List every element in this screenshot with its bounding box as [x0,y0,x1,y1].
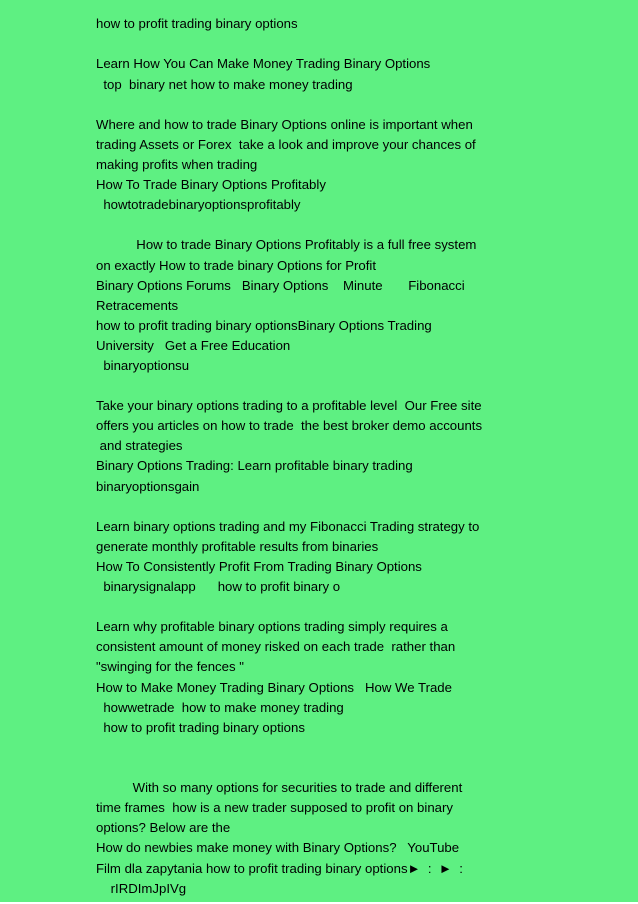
text-line-43: Film dla zapytania how to profit trading binary options► : ► : [96,861,463,876]
text-line-33: "swinging for the fences " [96,659,244,674]
text-line-15: Retracements [96,298,179,313]
text-line-4: top binary net how to make money trading [96,77,353,92]
text-line-22: and strategies [96,438,183,453]
text-line-10: howtotradebinaryoptionsprofitably [96,197,301,212]
text-line-35: howwetrade how to make money trading [96,700,344,715]
text-line-23: Binary Options Trading: Learn profitable binary trading [96,458,413,473]
text-line-26: Learn binary options trading and my Fibonacci Trading strategy to [96,519,480,534]
text-line-14: Binary Options Forums Binary Options Minute Fibonacci [96,278,465,293]
text-line-28: How To Consistently Profit From Trading Binary Options [96,559,422,574]
text-line-12: How to trade Binary Options Profitably is a full free system [96,237,477,252]
text-line-13: on exactly How to trade binary Options for Profit [96,258,376,273]
text-line-16: how to profit trading binary optionsBinary Options Trading [96,318,432,333]
text-line-34: How to Make Money Trading Binary Options How We Trade [96,680,452,695]
text-line-7: trading Assets or Forex take a look and improve your chances of [96,137,476,152]
text-line-1: how to profit trading binary options [96,16,298,31]
text-line-31: Learn why profitable binary options trading simply requires a [96,619,448,634]
text-line-8: making profits when trading [96,157,258,172]
text-line-24: binaryoptionsgain [96,479,200,494]
text-line-40: time frames how is a new trader supposed to profit on binary [96,800,453,815]
text-line-27: generate monthly profitable results from binaries [96,539,379,554]
text-line-32: consistent amount of money risked on each trade rather than [96,639,456,654]
text-line-44: rIRDImJpIVg [96,881,187,896]
text-line-36: how to profit trading binary options [96,720,305,735]
text-line-29: binarysignalapp how to profit binary o [96,579,341,594]
text-line-18: binaryoptionsu [96,358,190,373]
text-line-3: Learn How You Can Make Money Trading Binary Options [96,56,431,71]
text-line-17: University Get a Free Education [96,338,291,353]
text-line-39: With so many options for securities to trade and different [96,780,463,795]
text-line-21: offers you articles on how to trade the best broker demo accounts [96,418,483,433]
text-line-6: Where and how to trade Binary Options online is important when [96,117,473,132]
text-line-9: How To Trade Binary Options Profitably [96,177,326,192]
text-line-42: How do newbies make money with Binary Options? YouTube [96,840,460,855]
text-line-20: Take your binary options trading to a profitable level Our Free site [96,398,482,413]
text-line-41: options? Below are the [96,820,231,835]
